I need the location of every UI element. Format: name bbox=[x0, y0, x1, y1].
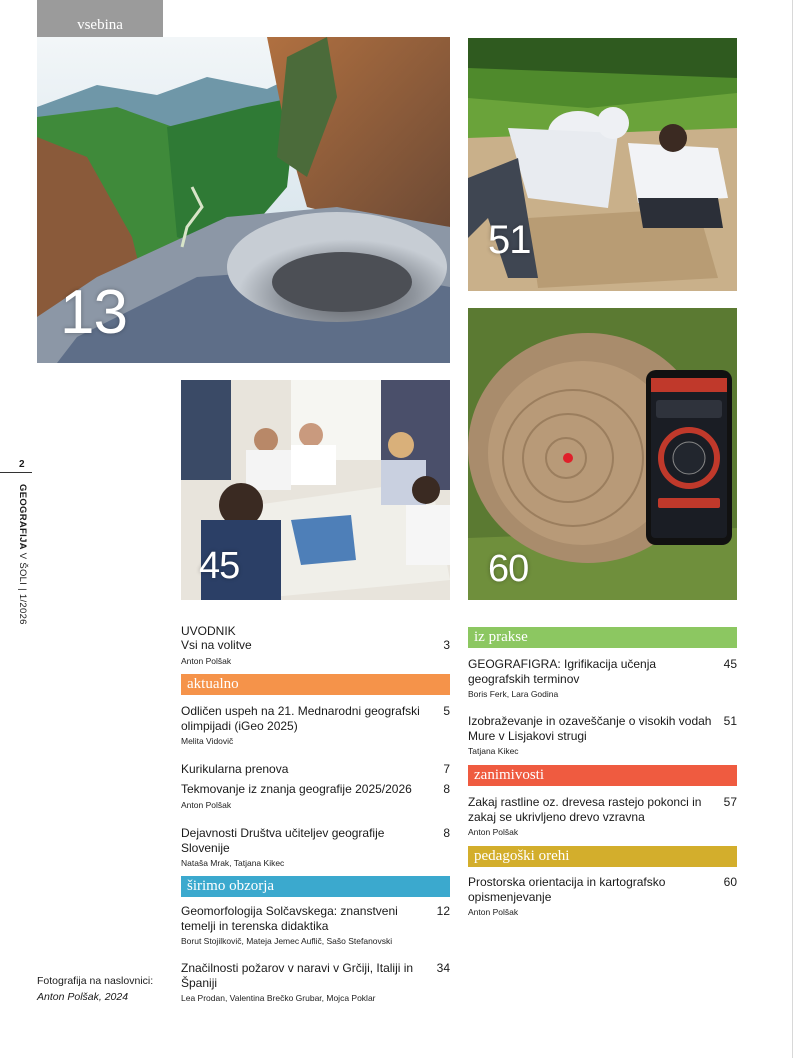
cover-caption-credit-text: Anton Polšak, 2024 bbox=[37, 991, 129, 1003]
toc-entry-author: Melita Vidovič bbox=[181, 736, 234, 746]
publication-info bbox=[17, 484, 28, 625]
toc-entry-title[interactable]: Geomorfologija Solčavskega: znanstveni temelji in terenska didaktika bbox=[181, 904, 398, 933]
toc-entry-title[interactable]: Vsi na volitve bbox=[181, 638, 252, 652]
photo-number-60: 60 bbox=[488, 548, 529, 590]
category-bar-sirimo-obzorja: širimo obzorja bbox=[181, 876, 450, 897]
toc-entry-page[interactable]: 45 bbox=[723, 657, 737, 671]
toc-entry-author: Anton Polšak bbox=[468, 827, 519, 837]
cover-caption-credit bbox=[37, 989, 177, 1005]
toc-entry-title[interactable]: Prostorska orientacija in kartografsko opismenjevanje bbox=[468, 875, 666, 904]
toc-entry-page[interactable]: 8 bbox=[443, 826, 450, 840]
uvodnik-label: UVODNIK bbox=[181, 624, 236, 638]
toc-entry-title[interactable]: Dejavnosti Društva učiteljev geografije Slovenije bbox=[181, 826, 385, 855]
toc-entry-title[interactable]: Kurikularna prenova bbox=[181, 762, 289, 776]
toc-entry-page[interactable]: 5 bbox=[443, 704, 450, 718]
category-bar-iz-prakse: iz prakse bbox=[468, 627, 737, 648]
toc-entry-page[interactable]: 34 bbox=[436, 961, 450, 975]
publication-issue: 1/2026 bbox=[17, 593, 28, 625]
publication-name-rest: V ŠOLI bbox=[17, 552, 28, 586]
cover-caption-label: Fotografija na naslovnici: bbox=[37, 975, 154, 987]
toc-entry-title[interactable]: Izobraževanje in ozaveščanje o visokih vodah Mure v Lisjakovi strugi bbox=[468, 714, 712, 743]
toc-entry-author: Anton Polšak bbox=[468, 907, 519, 917]
toc-entry-title[interactable]: Odličen uspeh na 21. Mednarodni geografski olimpijadi (iGeo 2025) bbox=[181, 704, 420, 733]
section-tab: vsebina bbox=[37, 0, 163, 37]
cover-caption bbox=[37, 973, 177, 1005]
toc-entry-page[interactable]: 3 bbox=[443, 638, 450, 652]
photo-number-51: 51 bbox=[488, 218, 531, 262]
toc-entry-page[interactable]: 57 bbox=[723, 795, 737, 809]
toc-entry-page[interactable]: 8 bbox=[443, 782, 450, 796]
toc-entry-author: Borut Stojilkovič, Mateja Jemec Auflič, Sašo Stefanovski bbox=[181, 936, 393, 946]
photo-cave bbox=[37, 37, 450, 363]
toc-entry-title[interactable]: Zakaj rastline oz. drevesa rastejo pokonci in zakaj se ukrivljeno drevo vzravna bbox=[468, 795, 702, 824]
page-edge-rule bbox=[792, 0, 793, 1058]
photo-number-45: 45 bbox=[199, 545, 240, 587]
toc-entry-title[interactable]: Tekmovanje iz znanja geografije 2025/2026 bbox=[181, 782, 412, 796]
toc-entry-page[interactable]: 60 bbox=[723, 875, 737, 889]
photo-number-13: 13 bbox=[60, 278, 127, 347]
side-divider bbox=[0, 472, 32, 473]
toc-entry-author: Anton Polšak bbox=[181, 656, 232, 666]
toc-entry-author: Anton Polšak bbox=[181, 800, 232, 810]
publication-separator: | bbox=[17, 588, 28, 591]
toc-entry-title[interactable]: GEOGRAFIGRA: Igrifikacija učenja geografskih terminov bbox=[468, 657, 657, 686]
page-number: 2 bbox=[19, 459, 25, 470]
toc-entry-author: Nataša Mrak, Tatjana Kikec bbox=[181, 858, 285, 868]
toc-entry-author: Lea Prodan, Valentina Brečko Grubar, Mojca Poklar bbox=[181, 993, 376, 1003]
publication-name: GEOGRAFIJA bbox=[17, 484, 28, 550]
toc-entry-author: Tatjana Kikec bbox=[468, 746, 519, 756]
toc-entry-page[interactable]: 7 bbox=[443, 762, 450, 776]
photo-tree-stump bbox=[468, 308, 737, 600]
category-bar-pedagoski-orehi: pedagoški orehi bbox=[468, 846, 737, 867]
photo-classroom bbox=[181, 380, 450, 600]
toc-entry-author: Boris Ferk, Lara Godina bbox=[468, 689, 559, 699]
category-bar-aktualno: aktualno bbox=[181, 674, 450, 695]
toc-entry-page[interactable]: 51 bbox=[723, 714, 737, 728]
toc-entry-page[interactable]: 12 bbox=[436, 904, 450, 918]
category-bar-zanimivosti: zanimivosti bbox=[468, 765, 737, 786]
photo-field-work bbox=[468, 38, 737, 291]
toc-entry-title[interactable]: Značilnosti požarov v naravi v Grčiji, Italiji in Španiji bbox=[181, 961, 414, 990]
